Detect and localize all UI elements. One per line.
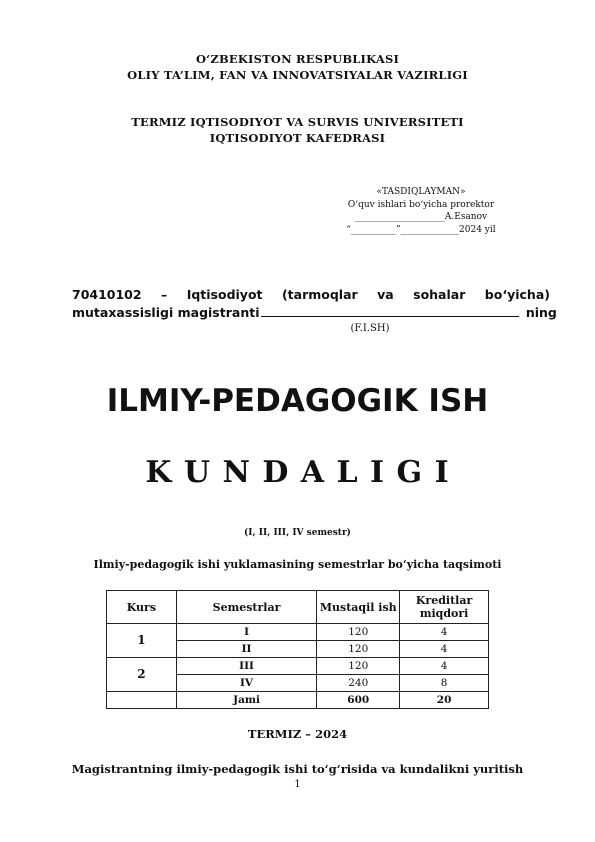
city-year: TERMIZ – 2024 [247,727,348,741]
specialty-word: 70410102 [72,287,142,302]
semestr-cell: II [176,641,317,658]
total-kredit: 20 [400,692,489,709]
university-name: TERMIZ IQTISODIYOT VA SURVIS UNIVERSITETI [131,115,464,129]
specialty-word: bo‘yicha) [484,287,550,302]
specialty-word: – [161,287,168,302]
page-number: 1 [294,779,301,790]
semesters-note: (I, II, III, IV semestr) [244,528,351,538]
approval-date-line: “__________”_____________2024 yil [346,224,496,235]
mustaqil-cell: 120 [317,624,400,641]
approval-role: O‘quv ishlari bo‘yicha prorektor [347,199,495,210]
semestr-cell: IV [176,675,317,692]
specialty-label: ning [525,305,557,320]
semester-table [106,590,489,709]
fish-caption: (F.I.SH) [350,323,390,334]
table-header-row [107,591,489,624]
specialty-word: Iqtisodiyot [186,287,263,302]
kurs-cell: 1 [107,624,177,658]
specialty-block [72,286,557,322]
specialty-label: mutaxassisligi [72,305,174,320]
ministry-line-1: O‘ZBEKISTON RESPUBLIKASI [195,52,400,66]
semestr-cell: I [176,624,317,641]
table-row [107,624,489,641]
empty-cell [107,692,177,709]
specialty-word: (tarmoqlar [281,287,358,302]
mustaqil-cell: 120 [317,658,400,675]
department-name: IQTISODIYOT KAFEDRASI [209,131,386,145]
kredit-cell: 4 [400,658,489,675]
kurs-cell: 2 [107,658,177,692]
table-caption: Ilmiy-pedagogik ishi yuklamasining semestrlar bo‘yicha taqsimoti [93,558,502,571]
next-section-heading: Magistrantning ilmiy-pedagogik ishi to‘g‘risida va kundalikni yuritish [71,762,524,776]
approval-signature-line: ____________________A.Esanov [354,212,488,222]
approval-block [338,186,504,236]
header-semestrlar: Semestrlar [176,591,317,624]
kredit-cell: 4 [400,641,489,658]
semestr-cell: III [176,658,317,675]
specialty-word: sohalar [413,287,466,302]
header-kreditlar: Kreditlar miqdori [400,591,489,624]
sub-title: K U N D A L I G I [145,455,450,490]
header-kurs: Kurs [107,591,177,624]
table-total-row [107,692,489,709]
specialty-line-1 [72,286,550,304]
mustaqil-cell: 120 [317,641,400,658]
student-name-blank[interactable] [261,304,519,317]
main-title: ILMIY-PEDAGOGIK ISH [106,383,489,419]
ministry-line-2: OLIY TA’LIM, FAN VA INNOVATSIYALAR VAZIRLIGI [127,68,468,82]
mustaqil-cell: 240 [317,675,400,692]
header-mustaqil-ish: Mustaqil ish [317,591,400,624]
kredit-cell: 8 [400,675,489,692]
specialty-label: magistranti [177,305,260,320]
specialty-word: va [377,287,394,302]
kredit-cell: 4 [400,624,489,641]
total-label: Jami [176,692,317,709]
approval-title: «TASDIQLAYMAN» [376,187,466,197]
table-row [107,658,489,675]
specialty-line-2 [72,304,557,322]
total-mustaqil: 600 [317,692,400,709]
